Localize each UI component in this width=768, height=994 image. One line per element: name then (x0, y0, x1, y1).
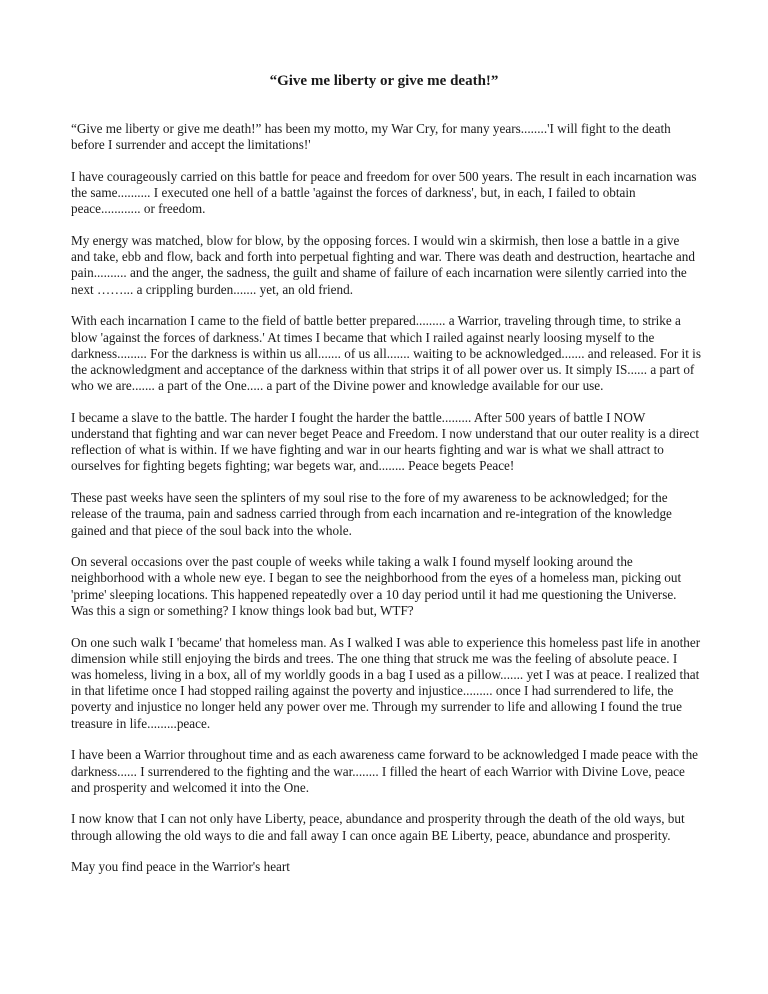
paragraph-1: “Give me liberty or give me death!” has been my motto, my War Cry, for many years........'I will fight to the death before I surrender and accept the limitations!' (71, 121, 671, 153)
paragraph-9: I have been a Warrior throughout time and as each awareness came forward to be acknowledged I made peace with the darkness...... I surrendered to the fighting and the war........ I filled the heart of each Warrior with Divine Love, peace and prosperity and welcomed it into the One. (71, 747, 699, 795)
paragraph-5: I became a slave to the battle. The harder I fought the harder the battle......... After 500 years of battle I NOW understand that fighting and war can never beget Peace and Freedom. I now understand that our outer reality is a direct reflection of what is within. If we have fighting and war in our hearts fighting and war is what we shall attract to ourselves for fighting begets fighting; war begets war, and........ Peace begets Peace! (71, 409, 700, 474)
document-body (71, 121, 701, 891)
paragraph-2: I have courageously carried on this battle for peace and freedom for over 500 years. The result in each incarnation was the same.......... I executed one hell of a battle 'against the forces of darkness', but, in each, I failed to obtain peace............ or freedom. (71, 168, 697, 217)
document-title: “Give me liberty or give me death!” (269, 73, 499, 89)
paragraph-10: I now know that I can not only have Liberty, peace, abundance and prosperity through the death of the old ways, but through allowing the old ways to die and fall away I can once again BE Liberty, peace, abundance and prosperity. (71, 811, 685, 843)
paragraph-6: These past weeks have seen the splinters of my soul rise to the fore of my awareness to be acknowledged; for the release of the trauma, pain and sadness carried through from each incarnation and re-integration of the knowledge gained and that piece of the soul back into the whole. (71, 490, 672, 538)
paragraph-4: With each incarnation I came to the field of battle better prepared......... a Warrior, traveling through time, to strike a blow 'against the forces of darkness.' At times I became that which I railed against nearly loosing myself to the darkness......... For the darkness is within us all....... of us all....... waiting to be acknowledged....... and released. For it is the acknowledgment and acceptance of the darkness within that strips it of all power over us. It simply IS...... a part of who we are....... a part of the One..... a part of the Divine power and knowledge available for our use. (71, 313, 701, 394)
closing-line: May you find peace in the Warrior's heart (71, 859, 290, 875)
paragraph-3: My energy was matched, blow for blow, by the opposing forces. I would win a skirmish, then lose a battle in a give and take, ebb and flow, back and forth into perpetual fighting and war. There was death and destruction, heartache and pain.......... and the anger, the sadness, the guilt and shame of failure of each incarnation were silently carried into the next ……... a crippling burden....... yet, an old friend. (71, 233, 695, 297)
paragraph-7: On several occasions over the past couple of weeks while taking a walk I found myself looking around the neighborhood with a whole new eye. I began to see the neighborhood from the eyes of a homeless man, picking out 'prime' sleeping locations. This happened repeatedly over a 10 day period until it had me questioning the Universe. Was this a sign or something? I know things look bad but, WTF? (71, 554, 682, 618)
paragraph-8: On one such walk I 'became' that homeless man. As I walked I was able to experience this homeless past life in another dimension while still enjoying the birds and trees. The one thing that struck me was the feeling of absolute peace. I was homeless, living in a box, all of my worldly goods in a bag I used as a pillow....... yet I was at peace. I realized that in that lifetime once I had stopped railing against the poverty and injustice......... once I had surrendered to life, the poverty and injustice no longer held any power over me. Through my surrender to life and allowing I found the true treasure in life.........peace. (71, 634, 701, 731)
